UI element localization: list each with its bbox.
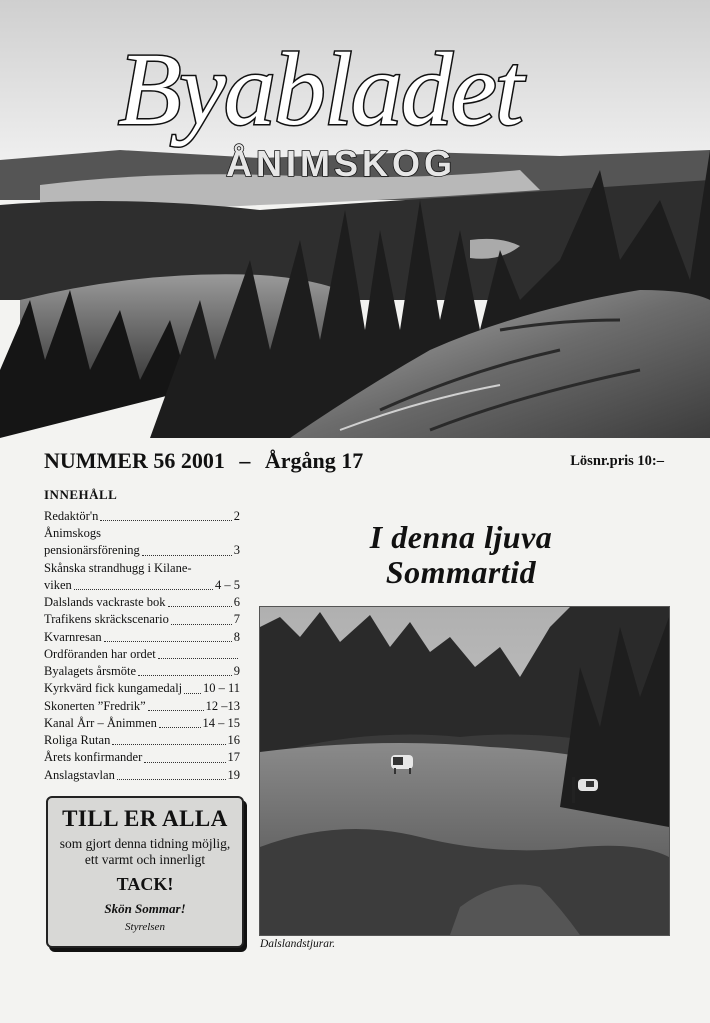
- toc-leader-dots: [104, 641, 232, 642]
- toc-entry: [44, 749, 240, 766]
- feature-headline: [326, 520, 596, 589]
- toc-entry: [44, 594, 240, 611]
- toc-heading: INNEHÅLL: [44, 487, 118, 502]
- toc-entry-title: Kyrkvärd fick kungamedalj: [44, 681, 183, 696]
- toc-entry-page: 4 – 5: [215, 577, 240, 592]
- toc-entry: Ånimskogs: [44, 526, 101, 541]
- issue-line: [44, 448, 363, 474]
- toc-entry-title: Anslagstavlan: [44, 767, 115, 782]
- toc-entry-title: Skonerten ”Fredrik”: [44, 698, 146, 713]
- issue-dash: –: [239, 448, 251, 473]
- thanks-title: TILL ER ALLA: [62, 806, 228, 831]
- cover-photo: [0, 0, 710, 438]
- toc-entry-page: 8: [233, 629, 240, 644]
- toc-entry-title: viken: [44, 577, 72, 592]
- toc-entry-page: 10 – 11: [202, 681, 240, 696]
- thanks-tack: TACK!: [116, 874, 174, 895]
- toc-list: [44, 508, 240, 784]
- toc-entry-page: 9: [233, 664, 240, 679]
- toc-entry: [44, 611, 240, 628]
- thanks-signature: Styrelsen: [125, 921, 165, 934]
- headline-line: Sommartid: [385, 553, 537, 590]
- toc-entry: [44, 663, 240, 680]
- toc-leader-dots: [148, 710, 204, 711]
- toc-entry: [44, 508, 240, 525]
- toc-entry-page: 7: [233, 612, 240, 627]
- toc-entry-page: 19: [227, 767, 240, 782]
- toc-leader-dots: [138, 675, 232, 676]
- toc-entry: [44, 732, 240, 749]
- toc-entry-page: 17: [227, 750, 240, 765]
- toc-entry-title: Kanal Årr – Ånimmen: [44, 715, 157, 730]
- thanks-greeting: Skön Sommar!: [104, 901, 186, 917]
- toc-entry-title: Roliga Rutan: [44, 733, 111, 748]
- toc-entry: [44, 646, 240, 663]
- toc-entry-title: Årets konfirmander: [44, 750, 143, 765]
- toc-entry-title: Byalagets årsmöte: [44, 664, 136, 679]
- toc-entry-page: 12 –13: [205, 698, 240, 713]
- toc-leader-dots: [100, 520, 231, 521]
- toc-entry-title: Ordföranden har ordet: [44, 646, 156, 661]
- toc-entry-title: Redaktör'n: [44, 508, 99, 523]
- issue-price: Lösnr.pris 10:–: [570, 453, 664, 469]
- toc-entry: [44, 680, 240, 697]
- toc-entry: [44, 767, 240, 784]
- toc-leader-dots: [159, 727, 201, 728]
- toc-leader-dots: [184, 693, 201, 694]
- toc-leader-dots: [74, 589, 213, 590]
- headline-line: I denna ljuva: [369, 519, 553, 555]
- toc-entry-title: Trafikens skräckscenario: [44, 612, 169, 627]
- photo-caption: Dalslandstjurar.: [260, 938, 336, 950]
- pasture-cattle-image: [260, 607, 669, 935]
- toc-entry: [44, 577, 240, 594]
- pasture-photo: [259, 606, 670, 936]
- issue-volume: Årgång 17: [264, 448, 364, 473]
- thanks-body-line: som gjort denna tidning möjlig,: [59, 836, 231, 851]
- table-of-contents: [44, 486, 240, 784]
- toc-leader-dots: [117, 779, 226, 780]
- toc-entry-title: pensionärsförening: [44, 543, 140, 558]
- masthead-title: Byabladet: [118, 32, 522, 147]
- issue-number: NUMMER 56 2001: [44, 448, 225, 473]
- toc-entry-title: Kvarnresan: [44, 629, 102, 644]
- cow-shape: [578, 779, 598, 791]
- thank-you-box: [46, 796, 244, 948]
- toc-entry: [44, 542, 240, 559]
- toc-leader-dots: [158, 658, 238, 659]
- thanks-body: [48, 836, 242, 868]
- thanks-body-line: ett varmt och innerligt: [84, 852, 206, 868]
- masthead-subtitle: ÅNIMSKOG: [226, 143, 456, 184]
- toc-leader-dots: [144, 762, 225, 763]
- toc-leader-dots: [142, 555, 232, 556]
- toc-entry-page: 2: [233, 508, 240, 523]
- toc-entry: [44, 698, 240, 715]
- toc-entry-page: 14 – 15: [202, 715, 240, 730]
- toc-entry: [44, 629, 240, 646]
- toc-entry: Skånska strandhugg i Kilane-: [44, 560, 192, 575]
- toc-entry: [44, 715, 240, 732]
- toc-leader-dots: [168, 606, 232, 607]
- masthead: [0, 0, 710, 200]
- toc-leader-dots: [171, 624, 232, 625]
- toc-entry-page: 3: [233, 543, 240, 558]
- toc-entry-title: Dalslands vackraste bok: [44, 595, 166, 610]
- toc-entry-page: 6: [233, 595, 240, 610]
- toc-leader-dots: [112, 744, 225, 745]
- toc-entry-page: 16: [227, 733, 240, 748]
